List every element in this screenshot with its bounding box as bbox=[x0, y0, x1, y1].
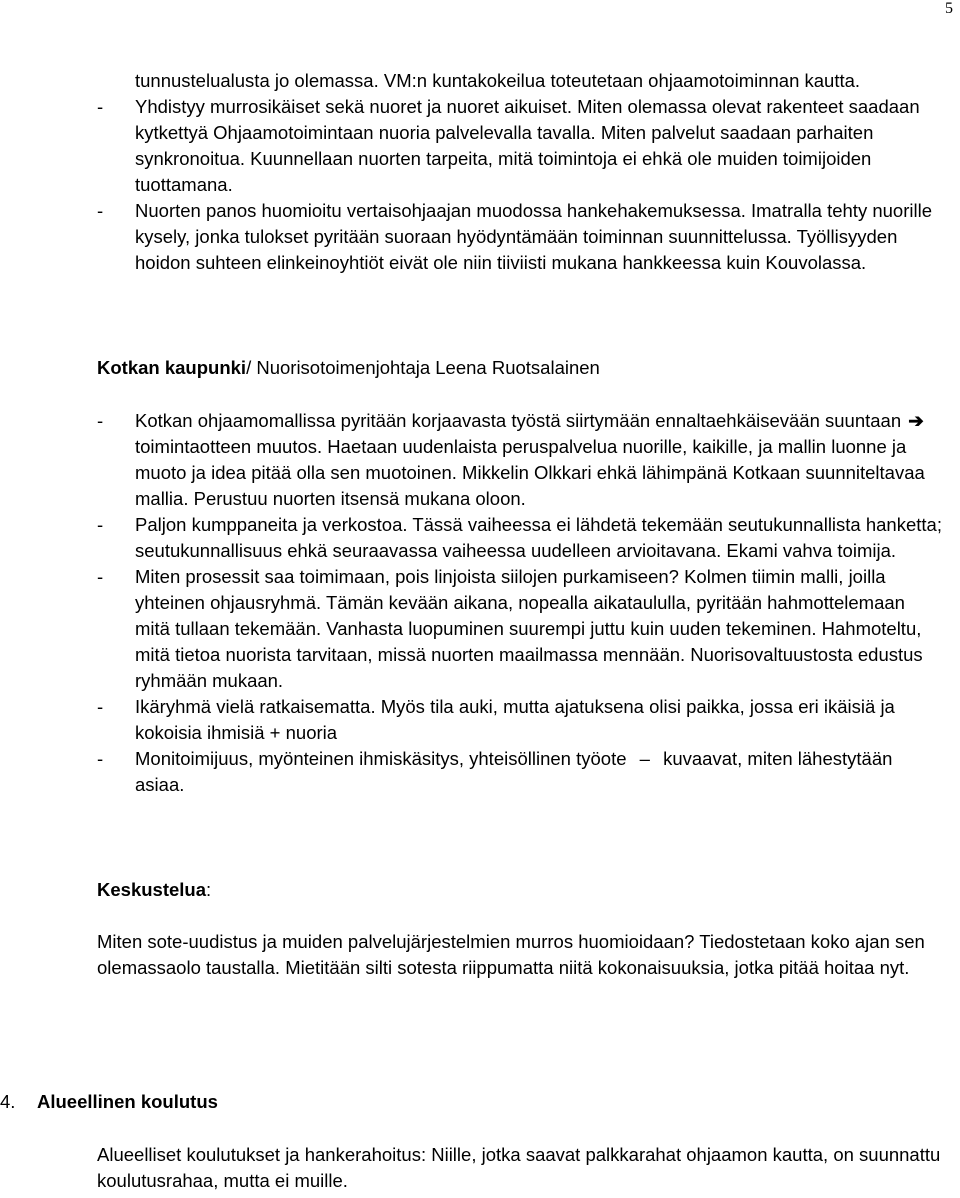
section-number: 4. bbox=[0, 1091, 16, 1112]
kotka-list bbox=[97, 408, 942, 798]
list-dash: - bbox=[97, 410, 104, 431]
list-dash: - bbox=[97, 514, 104, 535]
section-heading-kotka bbox=[97, 355, 600, 381]
list-item-text: Monitoimijuus, myönteinen ihmiskäsitys, yhteisöllinen työote bbox=[135, 748, 627, 769]
discussion-colon: : bbox=[206, 879, 212, 900]
list-item-text: Yhdistyy murrosikäiset sekä nuoret ja nuoret aikuiset. Miten olemassa olevat rakenteet saadaan kytkettyä Ohjaamotoimintaan nuoria palvelevalla tavalla. Miten palvelut saadaan parhaiten synkronoitua. Kuunnellaan nuorten tarpeita, mitä toimintoja ei ehkä ole muiden toimijoiden tuottamana. bbox=[135, 96, 920, 195]
list-item-text: Nuorten panos huomioitu vertaisohjaajan muodossa hankehakemuksessa. Imatralla tehty nuorille kysely, jonka tulokset pyritään suoraan hyödyntämään toiminnan suunnittelussa. Työllisyyden hoidon suhteen elinkeinoyhtiöt eivät ole niin tiiviisti mukana hankkeessa kuin Kouvolassa. bbox=[135, 200, 932, 273]
page-number: 5 bbox=[945, 0, 953, 17]
list-item bbox=[97, 94, 942, 198]
list-item-text: Kotkan ohjaamomallissa pyritään korjaavasta työstä siirtymään ennaltaehkäisevään suuntaan bbox=[135, 410, 902, 431]
section-title: Alueellinen koulutus bbox=[37, 1091, 218, 1112]
list-item-text: kuvaavat, miten lähestytään asiaa. bbox=[135, 748, 893, 795]
kotka-subtitle: / Nuorisotoimenjohtaja Leena Ruotsalainen bbox=[246, 357, 600, 378]
list-item-text: Paljon kumppaneita ja verkostoa. Tässä vaiheessa ei lähdetä tekemään seutukunnallista hanketta; seutukunnallisuus ehkä seuraavassa vaiheessa uudelleen arvioitavana. Ekami vahva toimija. bbox=[135, 514, 942, 561]
list-item bbox=[97, 512, 942, 564]
list-item-text: toimintaotteen muutos. Haetaan uudenlaista peruspalvelua nuorille, kaikille, ja mallin luonne ja muoto ja idea pitää olla sen muotoinen. Mikkelin Olkkari ehkä lähimpänä Kotkaan suunniteltavaa mallia. Perustuu nuorten itsensä mukana oloon. bbox=[135, 436, 925, 509]
list-dash: - bbox=[97, 566, 104, 587]
section-heading-discussion bbox=[97, 877, 211, 903]
list-dash: - bbox=[97, 96, 104, 117]
em-dash: – bbox=[639, 748, 650, 769]
discussion-paragraph: Miten sote-uudistus ja muiden palvelujärjestelmien murros huomioidaan? Tiedostetaan koko ajan sen olemassaolo taustalla. Mietitään silti sotesta riippumatta niitä kokonaisuuksia, jotka pitää hoitaa nyt. bbox=[97, 931, 925, 978]
intro-continuation: tunnustelualusta jo olemassa. VM:n kuntakokeilua toteutetaan ohjaamotoiminnan kautta. bbox=[135, 70, 861, 91]
kotka-title: Kotkan kaupunki bbox=[97, 357, 247, 378]
list-item bbox=[97, 564, 942, 694]
list-item bbox=[97, 694, 942, 746]
list-item bbox=[97, 746, 942, 798]
list-item-text: Ikäryhmä vielä ratkaisematta. Myös tila auki, mutta ajatuksena olisi paikka, jossa eri ikäisiä ja kokoisia ihmisiä + nuoria bbox=[135, 696, 895, 743]
list-item bbox=[97, 408, 942, 512]
list-dash: - bbox=[97, 200, 104, 221]
discussion-title: Keskustelua bbox=[97, 879, 206, 900]
list-dash: - bbox=[97, 696, 104, 717]
list-dash: - bbox=[97, 748, 104, 769]
list-item-text: Miten prosessit saa toimimaan, pois linjoista siilojen purkamiseen? Kolmen tiimin malli, joilla yhteinen ohjausryhmä. Tämän kevään aikana, nopealla aikataululla, pyritään hahmottelemaan mitä tullaan tekemään. Vanhasta luopuminen suurempi juttu kuin uuden tekeminen. Hahmoteltu, mitä tietoa nuorista tarvitaan, missä nuorten maailmassa mennään. Nuorisovaltuustosta edustus ryhmään mukaan. bbox=[135, 566, 923, 691]
section4-paragraph: Alueelliset koulutukset ja hankerahoitus: Niille, jotka saavat palkkarahat ohjaamon kautta, on suunnattu koulutusrahaa, mutta ei muille. bbox=[97, 1144, 941, 1191]
arrow-right-icon: ➔ bbox=[908, 410, 924, 431]
list-item bbox=[97, 198, 942, 276]
intro-section bbox=[97, 68, 942, 276]
